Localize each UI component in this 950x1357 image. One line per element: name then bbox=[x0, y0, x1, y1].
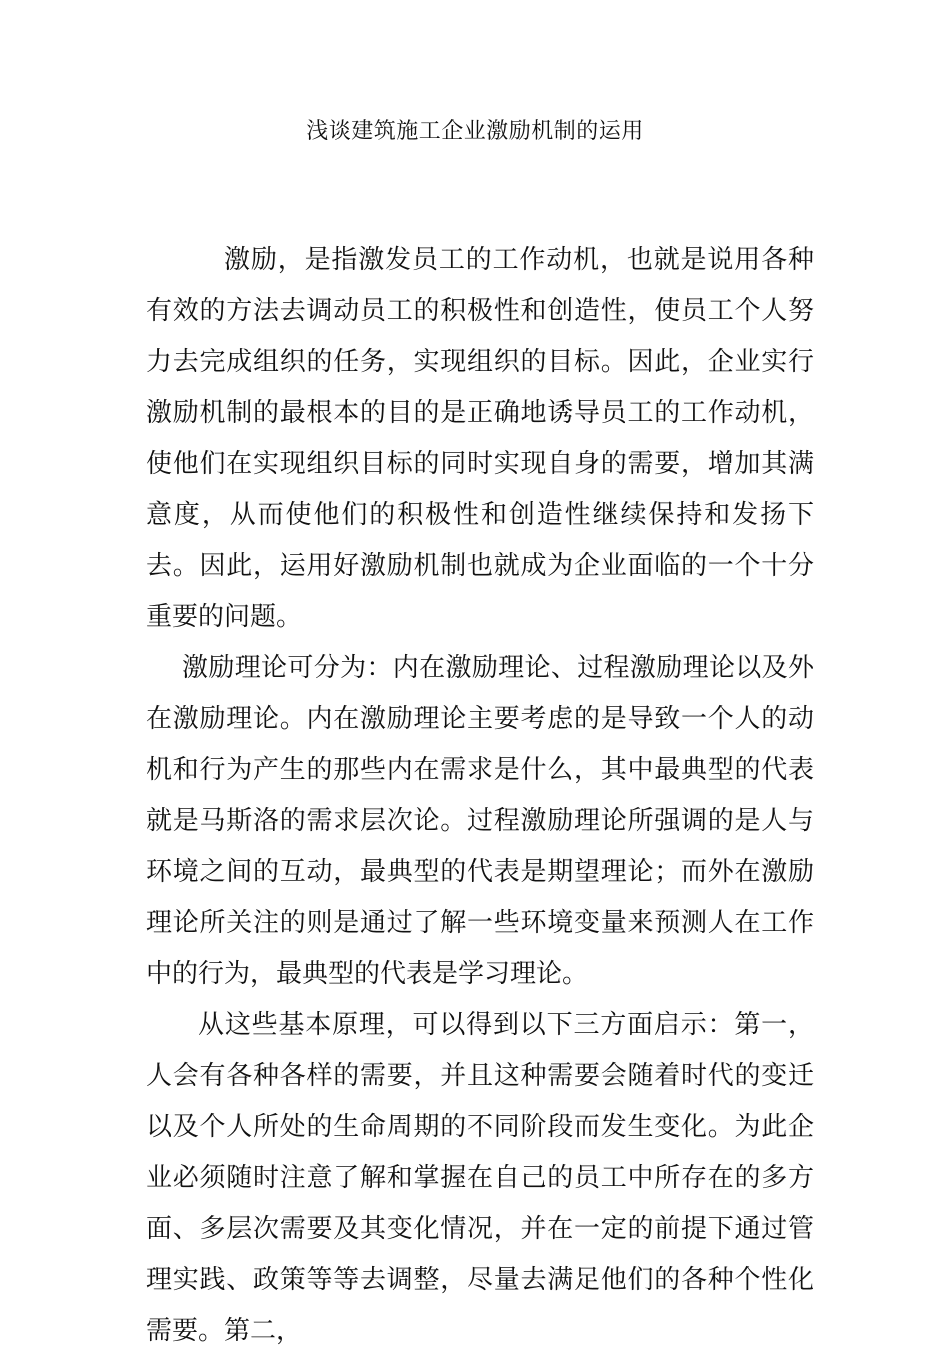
paragraph-3: 从这些基本原理，可以得到以下三方面启示：第一，人会有各种各样的需要，并且这种需要会随着时代的变迁以及个人所处的生命周期的不同阶段而发生变化。为此企业必须随时注意了解和掌握在自己的员工中所存在的多方面、多层次需要及其变化情况，并在一定的前提下通过管理实践、政策等等去调整，尽量去满足他们的各种个性化需要。第二， bbox=[146, 1010, 814, 1346]
document-title: 浅谈建筑施工企业激励机制的运用 bbox=[306, 119, 644, 144]
paragraph-1: 激励，是指激发员工的工作动机，也就是说用各种有效的方法去调动员工的积极性和创造性，使员工个人努力去完成组织的任务，实现组织的目标。因此，企业实行激励机制的最根本的目的是正确地诱导员工的工作动机，使他们在实现组织目标的同时实现自身的需要，增加其满意度，从而使他们的积极性和创造性继续保持和发扬下去。因此，运用好激励机制也就成为企业面临的一个十分重要的问题。 bbox=[146, 245, 814, 632]
paragraph-2: 激励理论可分为：内在激励理论、过程激励理论以及外在激励理论。内在激励理论主要考虑的是导致一个人的动机和行为产生的那些内在需求是什么，其中最典型的代表就是马斯洛的需求层次论。过程激励理论所强调的是人与环境之间的互动，最典型的代表是期望理论；而外在激励理论所关注的则是通过了解一些环境变量来预测人在工作中的行为，最典型的代表是学习理论。 bbox=[146, 653, 814, 989]
document-body bbox=[146, 235, 814, 1357]
